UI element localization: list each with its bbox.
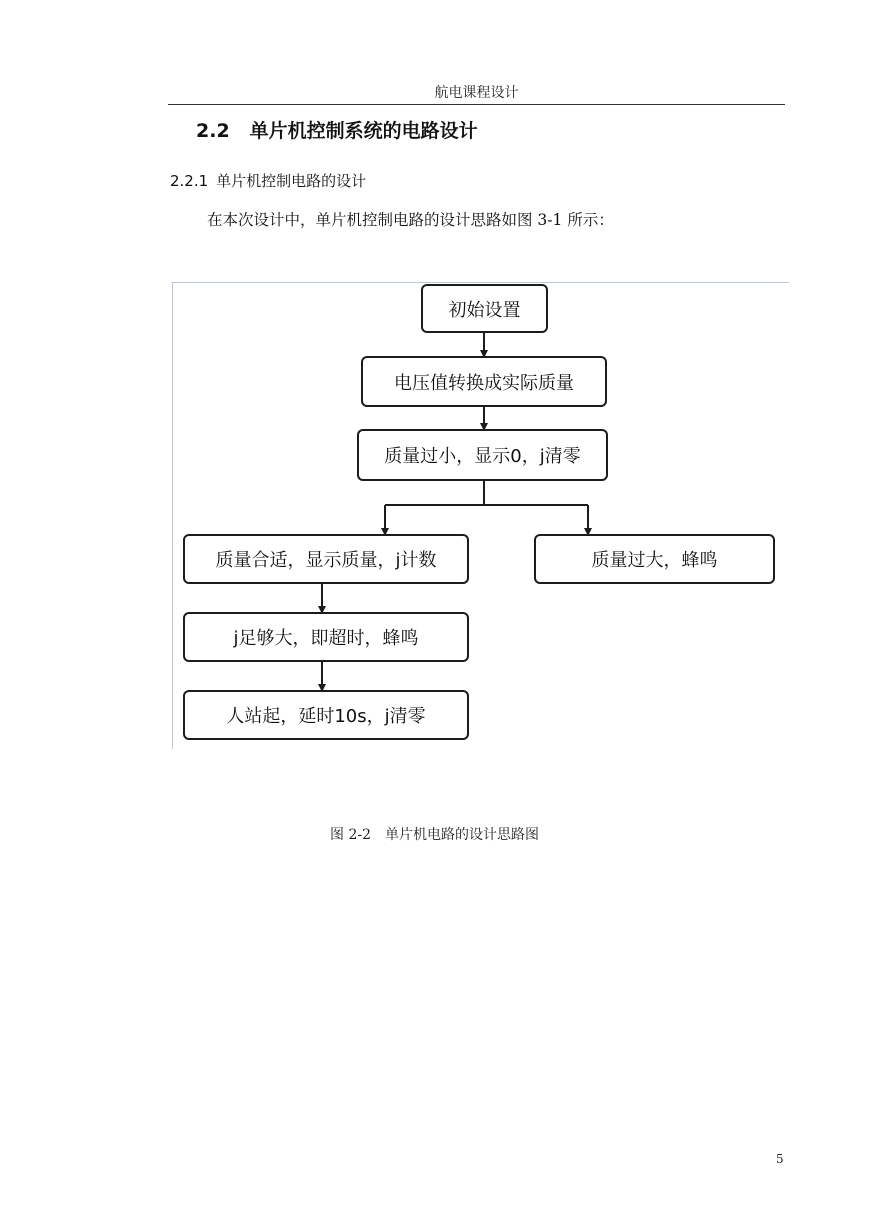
- flow-node-too-small: 质量过小，显示0，j清零: [357, 429, 608, 481]
- section-number: 2.2: [196, 120, 230, 142]
- figure-caption: 图 2-2 单片机电路的设计思路图: [330, 827, 539, 843]
- subsection-number: 2.2.1: [170, 172, 209, 190]
- flow-node-suitable: 质量合适，显示质量，j计数: [183, 534, 469, 584]
- body-paragraph: 在本次设计中，单片机控制电路的设计思路如图 3-1 所示：: [207, 211, 614, 229]
- flow-node-init: 初始设置: [421, 284, 548, 333]
- flow-node-convert: 电压值转换成实际质量: [361, 356, 607, 407]
- page-number: 5: [776, 1152, 784, 1166]
- flow-node-timeout: j足够大，即超时，蜂鸣: [183, 612, 469, 662]
- subsection-title: 单片机控制电路的设计: [216, 172, 367, 190]
- flow-node-stand-up: 人站起，延时10s，j清零: [183, 690, 469, 740]
- section-title: 单片机控制系统的电路设计: [249, 120, 478, 142]
- flow-node-too-large: 质量过大，蜂鸣: [534, 534, 775, 584]
- running-header: 航电课程设计: [434, 85, 519, 101]
